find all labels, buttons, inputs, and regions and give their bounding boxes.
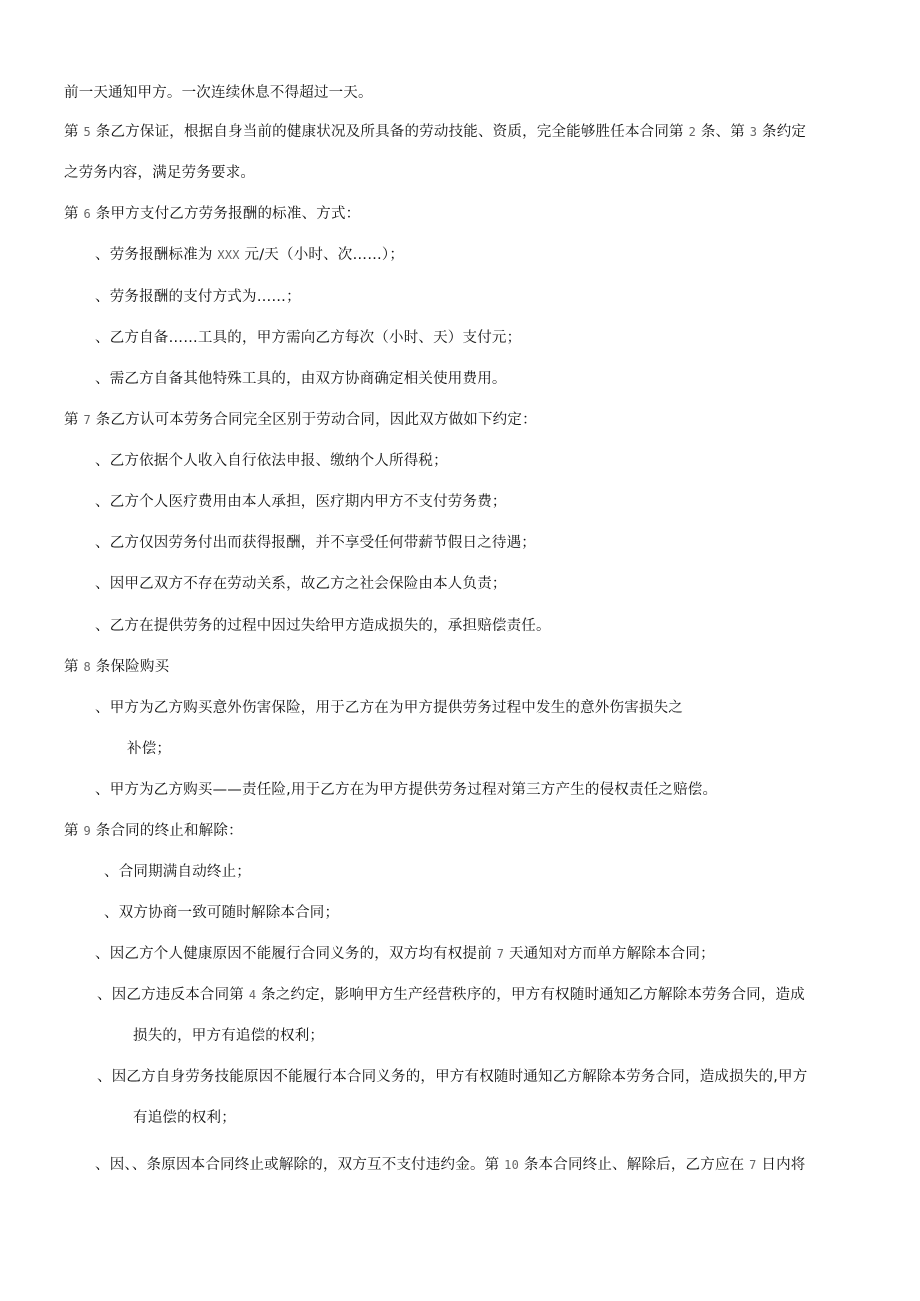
clause-5-heading: 第 5 条乙方保证，根据自身当前的健康状况及所具备的劳动技能、资质，完全能够胜任本合同第 2 条、第 3 条约定 bbox=[64, 124, 807, 140]
list-item: 、因甲乙双方不存在劳动关系，故乙方之社会保险由本人负责； bbox=[95, 576, 507, 592]
list-item: 、因乙方个人健康原因不能履行合同义务的，双方均有权提前 7 天通知对方而单方解除本合同； bbox=[95, 946, 715, 962]
list-item-continuation: 损失的，甲方有追偿的权利； bbox=[133, 1028, 325, 1044]
list-item: 、因乙方自身劳务技能原因不能履行本合同义务的，甲方有权随时通知乙方解除本劳务合同，造成损失的,甲方 bbox=[97, 1069, 808, 1085]
text-line: 前一天通知甲方。一次连续休息不得超过一天。 bbox=[64, 85, 373, 101]
clause-6-heading: 第 6 条甲方支付乙方劳务报酬的标准、方式： bbox=[64, 206, 361, 222]
list-item: 、乙方个人医疗费用由本人承担，医疗期内甲方不支付劳务费； bbox=[95, 494, 507, 510]
list-item: 、乙方自备……工具的，甲方需向乙方每次（小时、天）支付元； bbox=[95, 330, 522, 346]
list-item: 、甲方为乙方购买——责任险,用于乙方在为甲方提供劳务过程对第三方产生的侵权责任之赔偿。 bbox=[95, 782, 718, 798]
text-line: 之劳务内容，满足劳务要求。 bbox=[64, 165, 256, 181]
list-item: 、乙方依据个人收入自行依法申报、缴纳个人所得税； bbox=[95, 453, 448, 469]
list-item: 、乙方仅因劳务付出而获得报酬，并不享受任何带薪节假日之待遇； bbox=[95, 535, 536, 551]
list-item: 、甲方为乙方购买意外伤害保险，用于乙方在为甲方提供劳务过程中发生的意外伤害损失之 bbox=[95, 700, 683, 716]
list-item: 、双方协商一致可随时解除本合同； bbox=[104, 905, 340, 921]
clause-8-heading: 第 8 条保险购买 bbox=[64, 659, 170, 675]
list-item: 、需乙方自备其他特殊工具的，由双方协商确定相关使用费用。 bbox=[95, 371, 507, 387]
list-item-continuation: 有追偿的权利； bbox=[133, 1110, 236, 1126]
list-item-continuation: 补偿； bbox=[127, 741, 172, 757]
clause-9-heading: 第 9 条合同的终止和解除： bbox=[64, 823, 243, 839]
list-item: 、劳务报酬标准为 XXX 元/天（小时、次……）； bbox=[95, 247, 405, 263]
list-item: 、乙方在提供劳务的过程中因过失给甲方造成损失的，承担赔偿责任。 bbox=[95, 618, 551, 634]
clause-7-heading: 第 7 条乙方认可本劳务合同完全区别于劳动合同，因此双方做如下约定： bbox=[64, 412, 537, 428]
list-item: 、劳务报酬的支付方式为……； bbox=[95, 289, 301, 305]
list-item: 、因、、条原因本合同终止或解除的，双方互不支付违约金。第 10 条本合同终止、解除后，乙方应在 7 日内将 bbox=[95, 1157, 806, 1173]
list-item: 、合同期满自动终止； bbox=[104, 864, 251, 880]
list-item: 、因乙方违反本合同第 4 条之约定，影响甲方生产经营秩序的，甲方有权随时通知乙方解除本劳务合同，造成 bbox=[97, 987, 805, 1003]
